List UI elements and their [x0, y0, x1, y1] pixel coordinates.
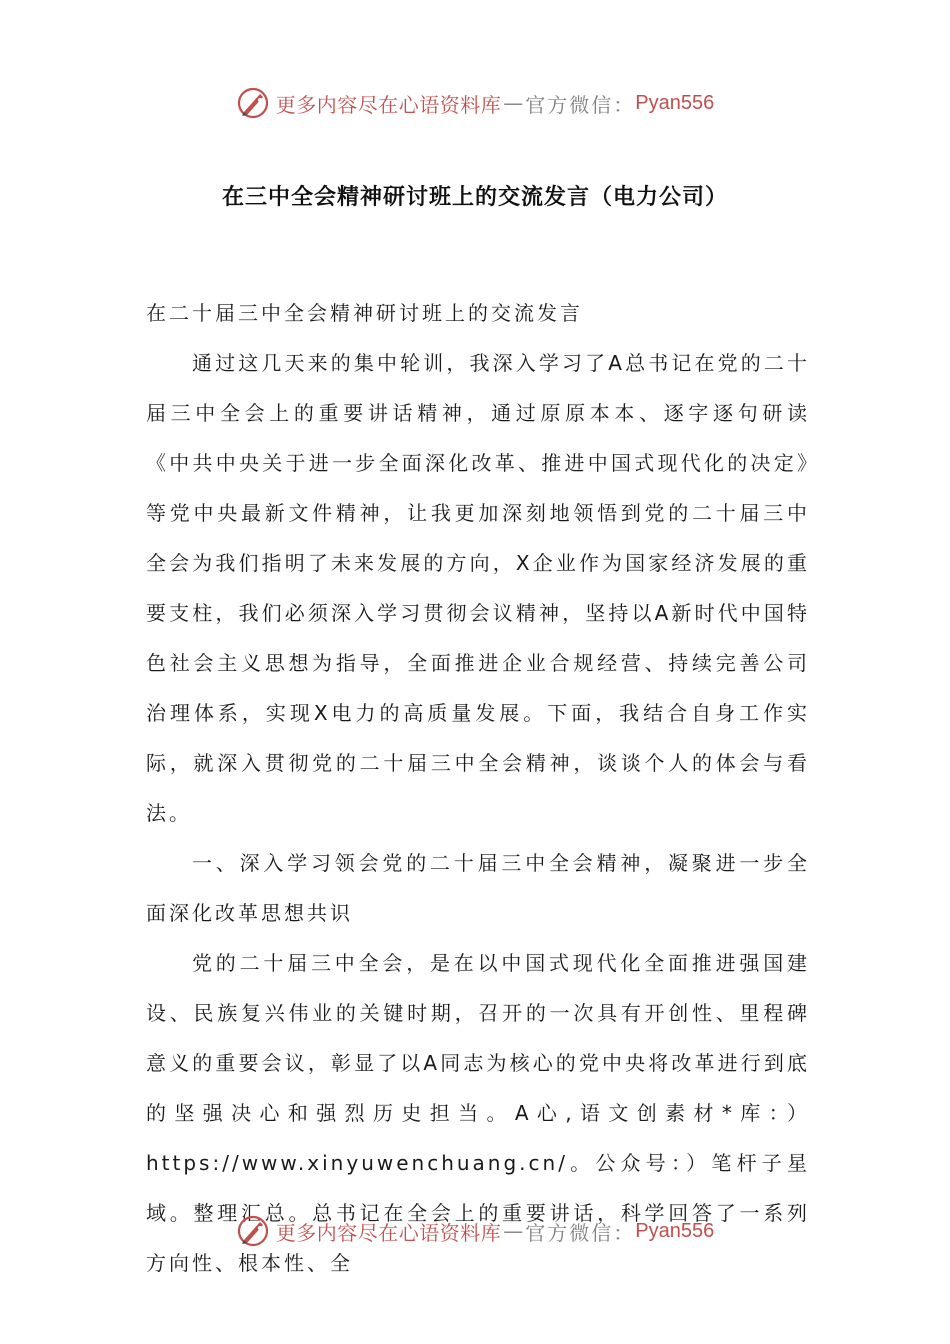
body-paragraph: 通过这几天来的集中轮训，我深入学习了A总书记在党的二十届三中全会上的重要讲话精神，通过原原本本、逐字逐句研读《中共中央关于进一步全面深化改革、推进中国式现代化的决定》等党中央最新文件精神，让我更加深刻地领悟到党的二十届三中全会为我们指明了未来发展的方向，X企业作为国家经济发展的重要支柱，我们必须深入学习贯彻会议精神，坚持以A新时代中国特色社会主义思想为指导，全面推进企业合规经营、持续完善公司治理体系，实现X电力的高质量发展。下面，我结合自身工作实际，就深入贯彻党的二十届三中全会精神，谈谈个人的体会与看法。: [146, 351, 810, 825]
body-subtitle: 在二十届三中全会精神研讨班上的交流发言: [146, 301, 583, 325]
footer-watermark-banner: [0, 1206, 950, 1256]
banner-text: 更多内容尽在心语资料库: [275, 92, 502, 117]
body-paragraph: 党的二十届三中全会，是在以中国式现代化全面推进强国建设、民族复兴伟业的关键时期，召开的一次具有开创性、里程碑意义的重要会议，彰显了以A同志为核心的党中央将改革进行到底的坚强决心和强烈历史担当。A心,语文创素材*库：）https://www.xinyuwenchuang.cn/。公众号：）笔杆子星域。整理汇总。总书记在全会上的重要讲话，科学回答了一系列方向性、根本性、全: [146, 951, 810, 1275]
banner-dash: —: [503, 91, 524, 115]
banner-wechat-id: Pyan556: [635, 91, 715, 114]
pen-logo-icon: [236, 86, 270, 120]
banner-dash: —: [503, 1219, 524, 1243]
banner-wechat-label: 官方微信：: [525, 1220, 636, 1245]
banner-wechat-id: Pyan556: [635, 1219, 715, 1242]
banner-wechat-label: 官方微信：: [525, 92, 636, 117]
header-watermark-banner: [0, 78, 950, 128]
banner-text: 更多内容尽在心语资料库: [275, 1220, 502, 1245]
pen-logo-icon: [236, 1214, 270, 1248]
section-heading: 一、深入学习领会党的二十届三中全会精神，凝聚进一步全面深化改革思想共识: [146, 851, 810, 925]
document-body: [146, 288, 810, 1288]
document-title: 在三中全会精神研讨班上的交流发言（电力公司）: [221, 185, 728, 210]
